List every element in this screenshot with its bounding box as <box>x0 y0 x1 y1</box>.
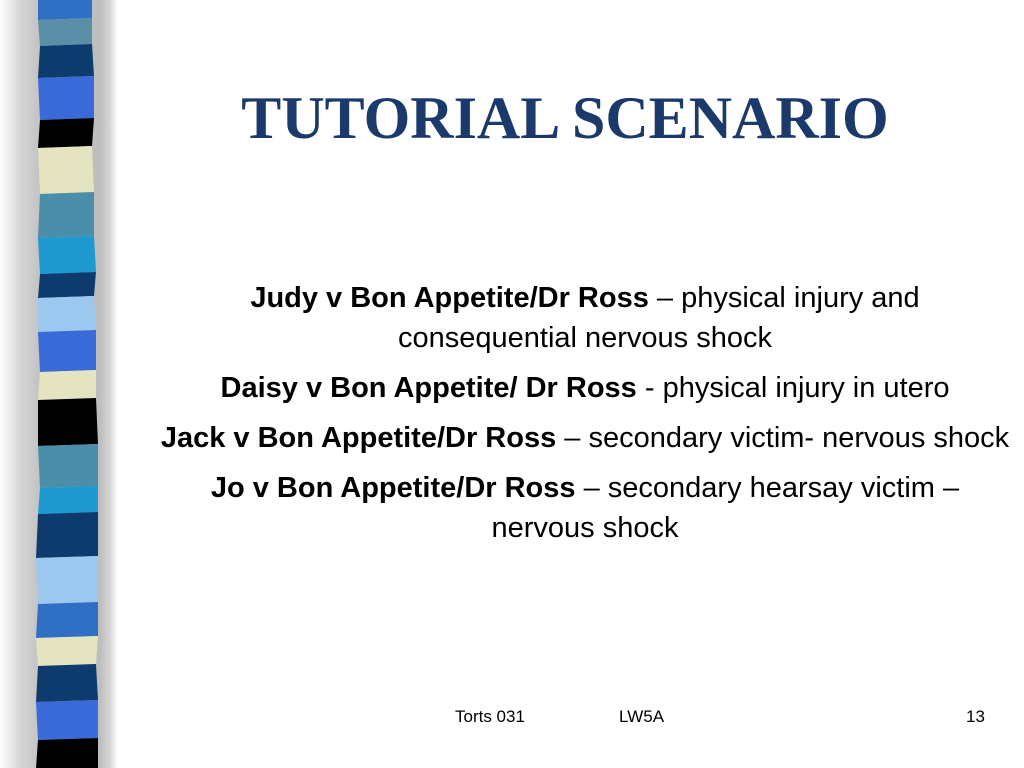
stripe-block <box>38 398 98 446</box>
stripe-block <box>38 236 96 274</box>
decorative-stripe <box>0 0 118 768</box>
stripe-block <box>38 44 94 78</box>
stripe-block <box>36 556 98 604</box>
stripe-block <box>38 272 96 298</box>
stripe-block <box>36 512 98 558</box>
stripe-block <box>38 444 98 488</box>
stripe-block <box>38 296 96 332</box>
stripe-block <box>36 636 98 666</box>
footer-course: Torts 031 <box>455 707 525 726</box>
scenario-party: Daisy v Bon Appetite/ Dr Ross <box>220 372 637 404</box>
stripe-block <box>38 76 94 120</box>
scenario-description: – physical injury and consequential nervous shock <box>397 282 920 354</box>
stripe-graphic <box>0 0 118 768</box>
scenario-description: – secondary victim- nervous shock <box>556 422 1010 454</box>
scenario-description: - physical injury in utero <box>636 372 950 404</box>
stripe-block <box>38 118 94 148</box>
stripe-block <box>36 738 98 768</box>
stripe-block <box>38 146 94 194</box>
stripe-block <box>38 0 92 20</box>
stripe-block <box>36 602 98 638</box>
stripe-block <box>38 370 96 400</box>
scenario-party: Judy v Bon Appetite/Dr Ross <box>250 282 649 314</box>
stripe-block <box>36 664 98 702</box>
stripe-block <box>36 700 98 740</box>
slide-title: TUTORIAL SCENARIO <box>241 85 889 151</box>
stripe-block <box>38 18 92 46</box>
scenario-item-jack <box>160 418 1010 458</box>
scenario-item-judy <box>160 278 1010 358</box>
scenario-list <box>160 278 1010 558</box>
stripe-block <box>38 330 96 372</box>
scenario-party: Jack v Bon Appetite/Dr Ross <box>160 422 557 454</box>
scenario-item-daisy <box>160 368 1010 408</box>
footer-page-number: 13 <box>966 707 985 726</box>
scenario-item-jo <box>160 468 1010 548</box>
footer-code: LW5A <box>619 707 665 726</box>
scenario-party: Jo v Bon Appetite/Dr Ross <box>210 472 576 504</box>
stripe-block <box>38 192 94 238</box>
scenario-description: – secondary hearsay victim – nervous shock <box>491 472 960 544</box>
stripe-block <box>38 486 98 514</box>
